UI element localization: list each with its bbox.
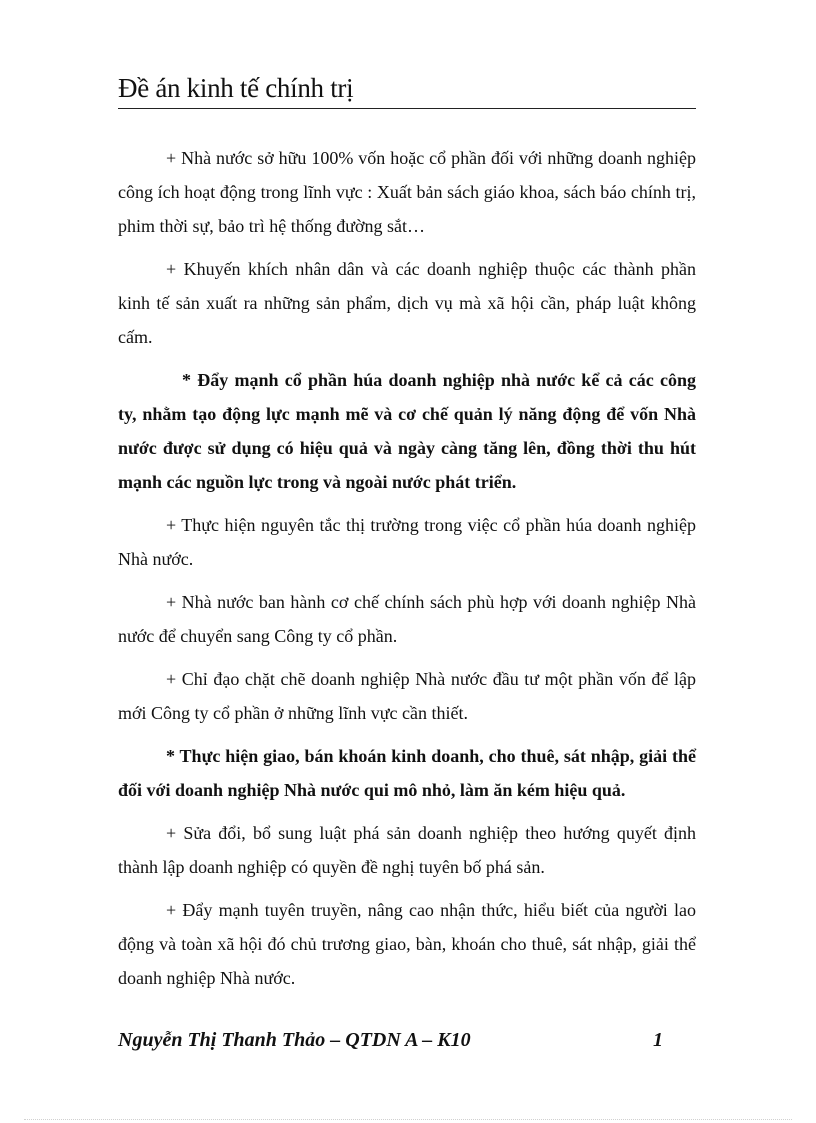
paragraph-encourage-enterprises: + Khuyến khích nhân dân và các doanh nghiệp thuộc các thành phần kinh tế sản xuất ra những sản phẩm, dịch vụ mà xã hội cần, pháp luật không cấm. xyxy=(118,259,696,347)
paragraph-bankruptcy-law: + Sửa đổi, bổ sung luật phá sản doanh nghiệp theo hướng quyết định thành lập doanh nghiệp có quyền đề nghị tuyên bố phá sản. xyxy=(118,823,696,877)
footer-author: Nguyễn Thị Thanh Thảo – QTDN A – K10 xyxy=(118,1029,471,1051)
paragraph-assignment-heading: * Thực hiện giao, bán khoán kinh doanh, cho thuê, sát nhập, giải thể đối với doanh nghiệp Nhà nước qui mô nhỏ, làm ăn kém hiệu quả. xyxy=(118,746,696,800)
paragraph-state-ownership: + Nhà nước sở hữu 100% vốn hoặc cổ phần đối với những doanh nghiệp công ích hoạt động trong lĩnh vực : Xuất bản sách giáo khoa, sách báo chính trị, phim thời sự, bảo trì hệ thống đường sắt… xyxy=(118,148,696,236)
paragraph-state-policy: + Nhà nước ban hành cơ chế chính sách phù hợp với doanh nghiệp Nhà nước để chuyển sang Công ty cổ phần. xyxy=(118,592,696,646)
paragraph-equitization-heading: * Đẩy mạnh cổ phần húa doanh nghiệp nhà nước kể cả các công ty, nhằm tạo động lực mạnh mẽ và cơ chế quản lý năng động để vốn Nhà nước được sử dụng có hiệu quả và ngày càng tăng lên, đồng thời thu hút mạnh các nguồn lực trong và ngoài nước phát triển. xyxy=(118,370,696,492)
header-divider xyxy=(118,108,696,109)
paragraph-market-principles: + Thực hiện nguyên tắc thị trường trong việc cổ phần húa doanh nghiệp Nhà nước. xyxy=(118,515,696,569)
page-number: 1 xyxy=(653,1029,663,1051)
page-bottom-border xyxy=(24,1119,792,1120)
document-body xyxy=(118,141,696,1004)
paragraph-strict-direction: + Chỉ đạo chặt chẽ doanh nghiệp Nhà nước đầu tư một phần vốn để lập mới Công ty cổ phần ở những lĩnh vực cần thiết. xyxy=(118,669,696,723)
document-header-title: Đề án kinh tế chính trị xyxy=(118,73,354,103)
paragraph-propaganda: + Đẩy mạnh tuyên truyền, nâng cao nhận thức, hiểu biết của người lao động và toàn xã hội đó chủ trương giao, bàn, khoán cho thuê, sát nhập, giải thể doanh nghiệp Nhà nước. xyxy=(118,900,696,988)
